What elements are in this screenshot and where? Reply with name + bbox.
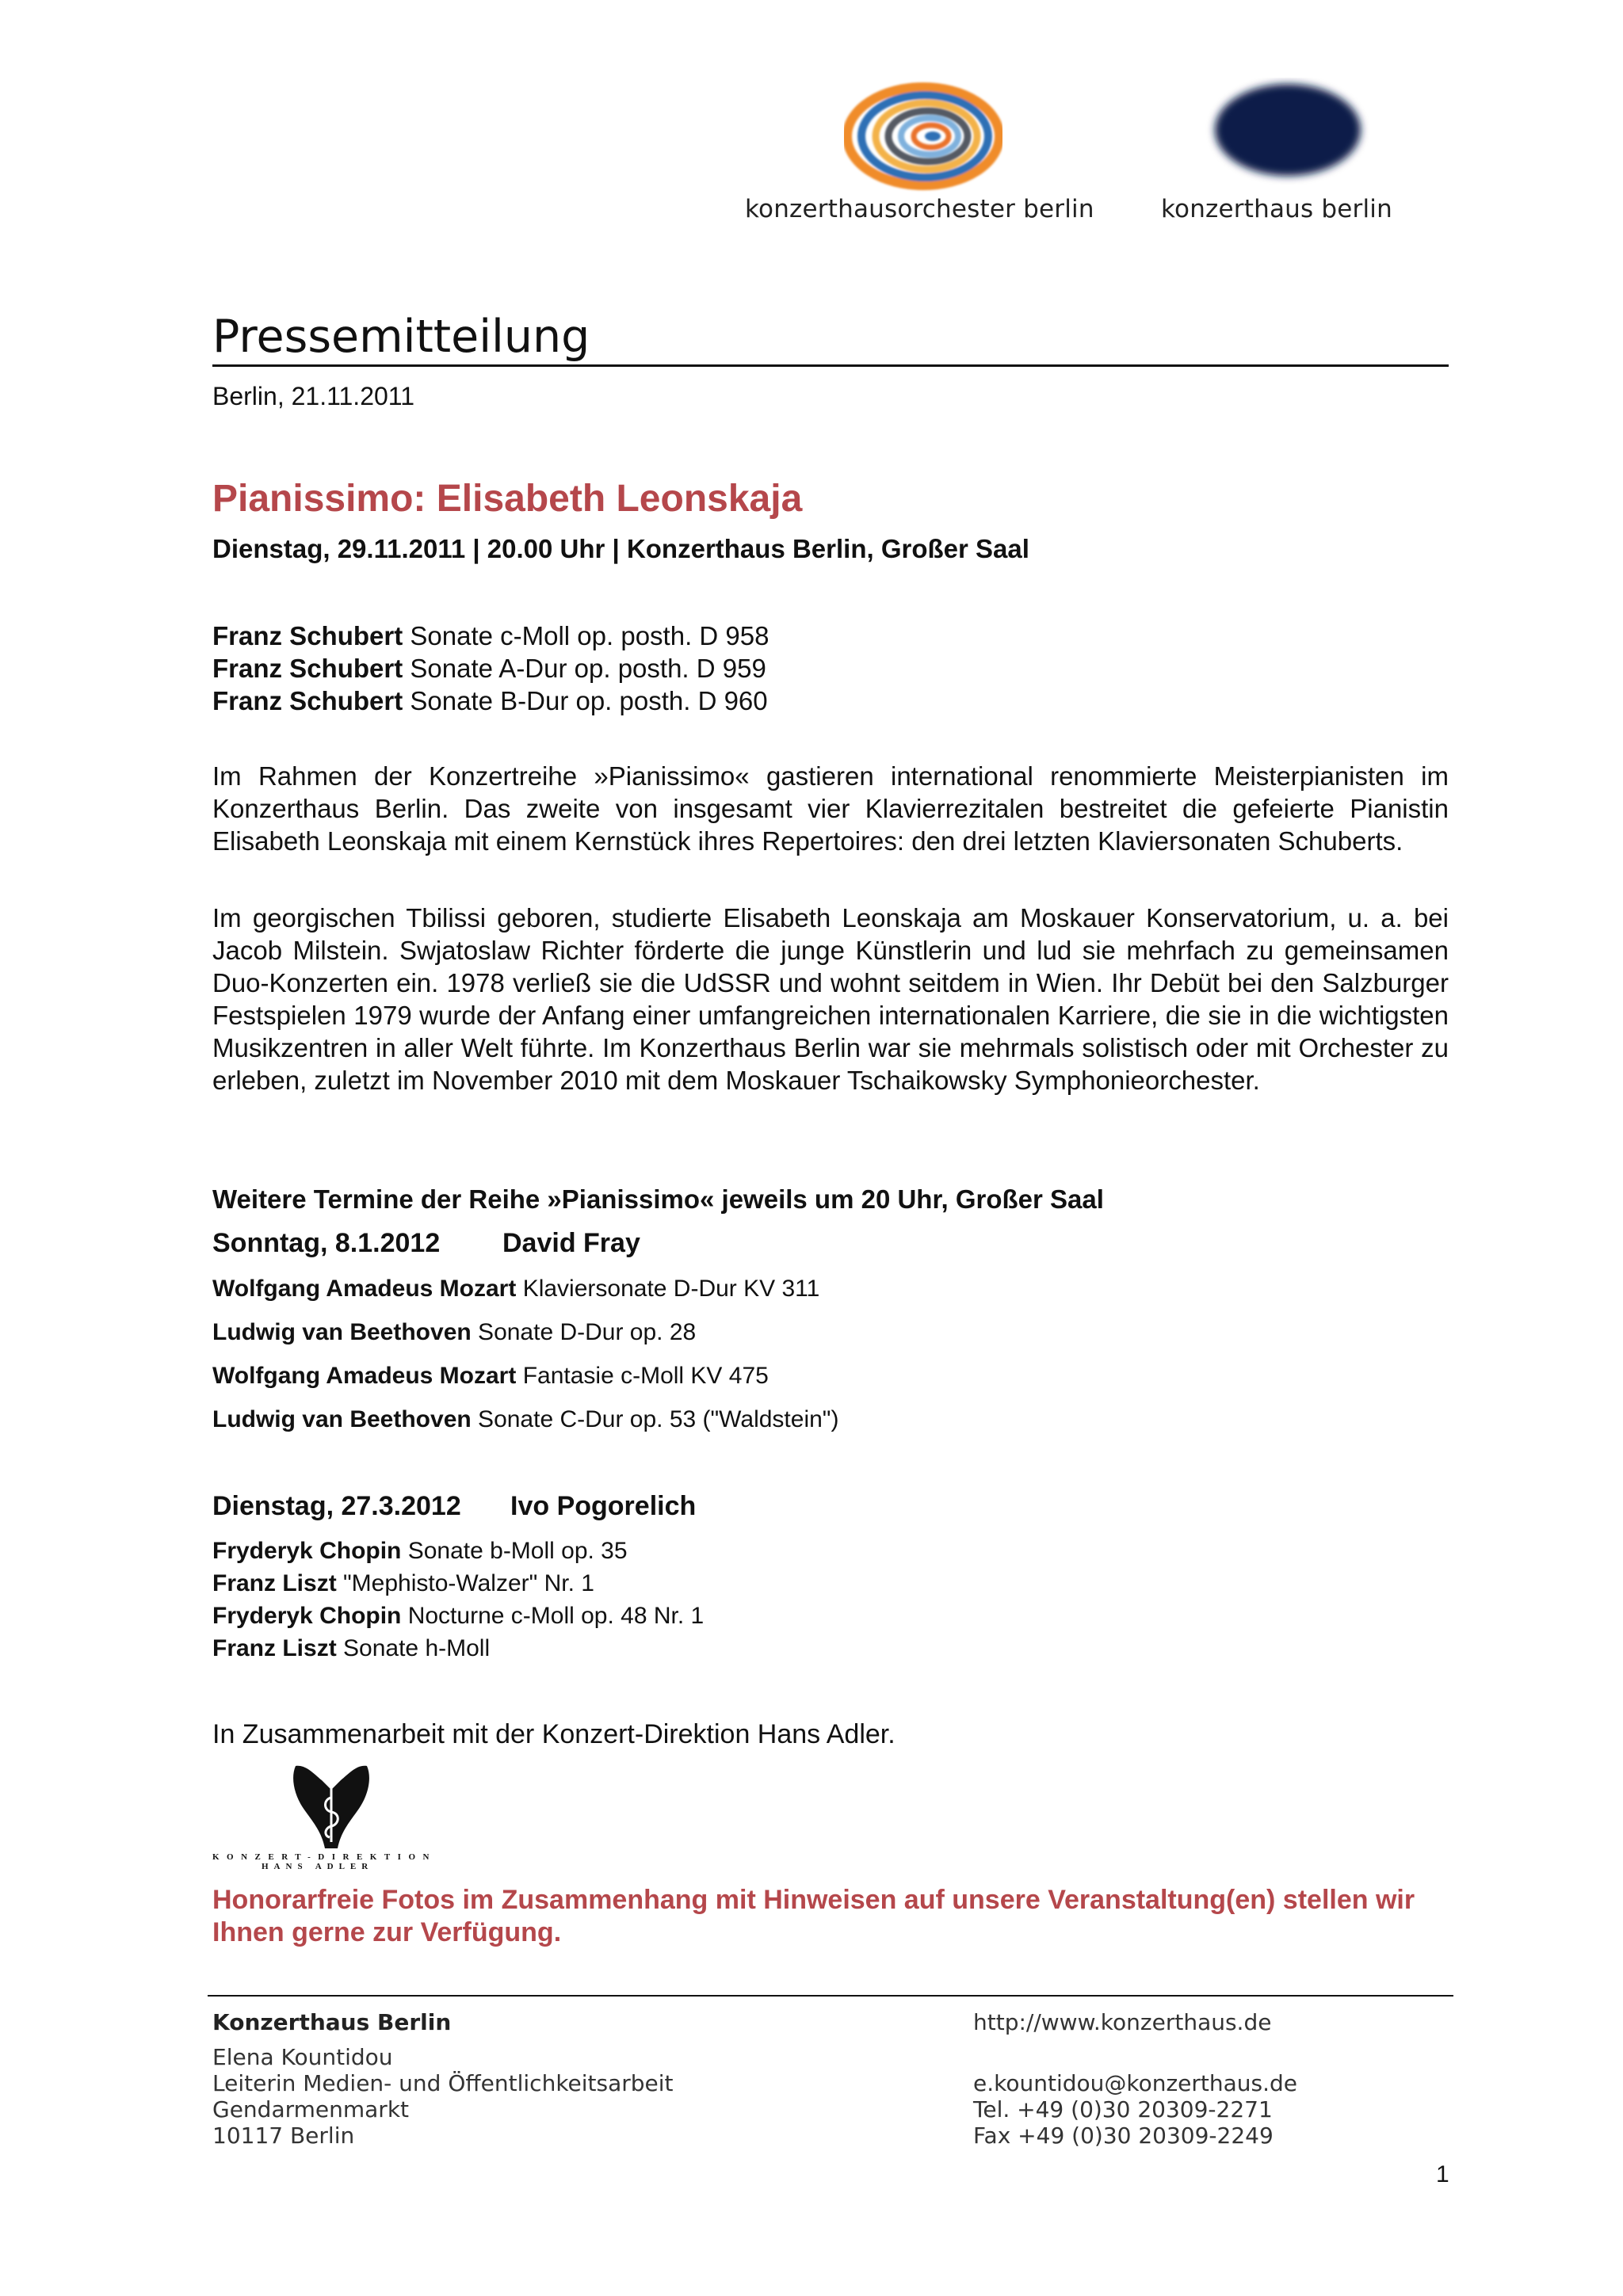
composer: Franz Schubert [212,621,403,650]
footer-website-link[interactable]: http://www.konzerthaus.de [973,2009,1272,2035]
orchestra-caption: konzerthausorchester berlin [745,195,1094,223]
composer: Wolfgang Amadeus Mozart [212,1363,517,1389]
work-title: Sonate c-Moll op. posth. D 958 [403,621,769,650]
concert-work [212,1363,769,1390]
work-title: Sonate B-Dur op. posth. D 960 [403,686,768,715]
work-title: Sonate C-Dur op. 53 ("Waldstein") [471,1406,839,1432]
composer: Fryderyk Chopin [212,1603,402,1629]
footer-contact-role: Leiterin Medien- und Öffentlichkeitsarbeit [212,2070,674,2096]
composer: Wolfgang Amadeus Mozart [212,1276,517,1302]
konzerthausorchester-logo [844,79,1002,194]
composer: Ludwig van Beethoven [212,1319,472,1345]
adler-logo-line1: KONZERT-DIREKTION [212,1852,437,1862]
page-number: 1 [1436,2161,1449,2187]
composer: Franz Schubert [212,686,403,715]
work-title: Sonate h-Moll [336,1635,491,1661]
work-title: "Mephisto-Walzer" Nr. 1 [336,1570,594,1596]
further-dates-heading: Weitere Termine der Reihe »Pianissimo« jeweils um 20 Uhr, Großer Saal [212,1184,1104,1214]
footer-organization: Konzerthaus Berlin [212,2009,452,2035]
photo-note: Honorarfreie Fotos im Zusammenhang mit Hinweisen auf unsere Veranstaltung(en) stellen wir Ihnen gerne zur Verfügung. [212,1885,1415,1947]
work-title: Klaviersonate D-Dur KV 311 [516,1276,820,1302]
footer-fax: Fax +49 (0)30 20309-2249 [973,2122,1274,2149]
concert-heading [212,1491,696,1522]
concert-heading [212,1228,640,1259]
footer-phone: Tel. +49 (0)30 20309-2271 [973,2096,1273,2122]
program-item [212,620,769,652]
concert-work [212,1570,594,1597]
event-info: Dienstag, 29.11.2011 | 20.00 Uhr | Konzerthaus Berlin, Großer Saal [212,534,1029,563]
concert-date: Sonntag, 8.1.2012 [212,1228,441,1258]
work-title: Sonate A-Dur op. posth. D 959 [403,654,766,683]
concert-work [212,1319,696,1346]
program-item [212,652,766,685]
work-title: Fantasie c-Moll KV 475 [516,1363,769,1389]
adler-logo-line2: HANS ADLER [262,1862,374,1871]
date-line: Berlin, 21.11.2011 [212,382,414,410]
concert-work [212,1603,704,1630]
work-title: Nocturne c-Moll op. 48 Nr. 1 [401,1603,705,1629]
footer-email-link[interactable]: e.kountidou@konzerthaus.de [973,2070,1298,2096]
composer: Franz Liszt [212,1635,337,1661]
composer: Fryderyk Chopin [212,1538,402,1564]
konzerthaus-logo [1205,78,1371,185]
footer-divider [208,1995,1453,1997]
cooperation-note: In Zusammenarbeit mit der Konzert-Direktion Hans Adler. [212,1719,896,1749]
composer: Franz Liszt [212,1570,337,1596]
house-caption: konzerthaus berlin [1161,195,1392,223]
concert-date: Dienstag, 27.3.2012 [212,1491,461,1521]
concert-work [212,1538,628,1565]
concert-artist: Ivo Pogorelich [510,1491,697,1521]
document-type-heading: Pressemitteilung [212,311,590,363]
concert-work [212,1635,490,1662]
composer: Ludwig van Beethoven [212,1406,472,1432]
footer-city: 10117 Berlin [212,2122,355,2149]
concert-artist: David Fray [502,1228,640,1258]
program-item [212,685,768,717]
header-divider [212,364,1449,367]
footer-contact-name: Elena Kountidou [212,2044,393,2070]
work-title: Sonate D-Dur op. 28 [471,1319,697,1345]
biography-paragraph: Im georgischen Tbilissi geboren, studierte Elisabeth Leonskaja am Moskauer Konservatorium, u. a. bei Jacob Milstein. Swjatoslaw Richter förderte die junge Künstlerin und lud sie mehrfach zu gemeinsamen Duo-Konzerten ein. 1978 verließ sie die UdSSR und wohnt seitdem in Wien. Ihr Debüt bei den Salzburger Festspielen 1979 wurde der Anfang einer umfangreichen internationalen Karriere, die sie in die wichtigsten Musikzentren in aller Welt führte. Im Konzerthaus Berlin war sie mehrmals solistisch oder mit Orchester zu erleben, zuletzt im November 2010 mit dem Moskauer Tschaikowsky Symphonieorchester. [212,903,1449,1095]
work-title: Sonate b-Moll op. 35 [401,1538,628,1564]
composer: Franz Schubert [212,654,403,683]
intro-paragraph: Im Rahmen der Konzertreihe »Pianissimo« gastieren international renommierte Meisterpianisten im Konzerthaus Berlin. Das zweite von insgesamt vier Klavierrezitalen bestreitet die gefeierte Pianistin Elisabeth Leonskaja mit einem Kernstück ihres Repertoires: den drei letzten Klaviersonaten Schuberts. [212,761,1449,856]
footer-street: Gendarmenmarkt [212,2096,410,2122]
event-title: Pianissimo: Elisabeth Leonskaja [212,478,803,520]
concert-work [212,1406,838,1433]
concert-work [212,1276,819,1302]
